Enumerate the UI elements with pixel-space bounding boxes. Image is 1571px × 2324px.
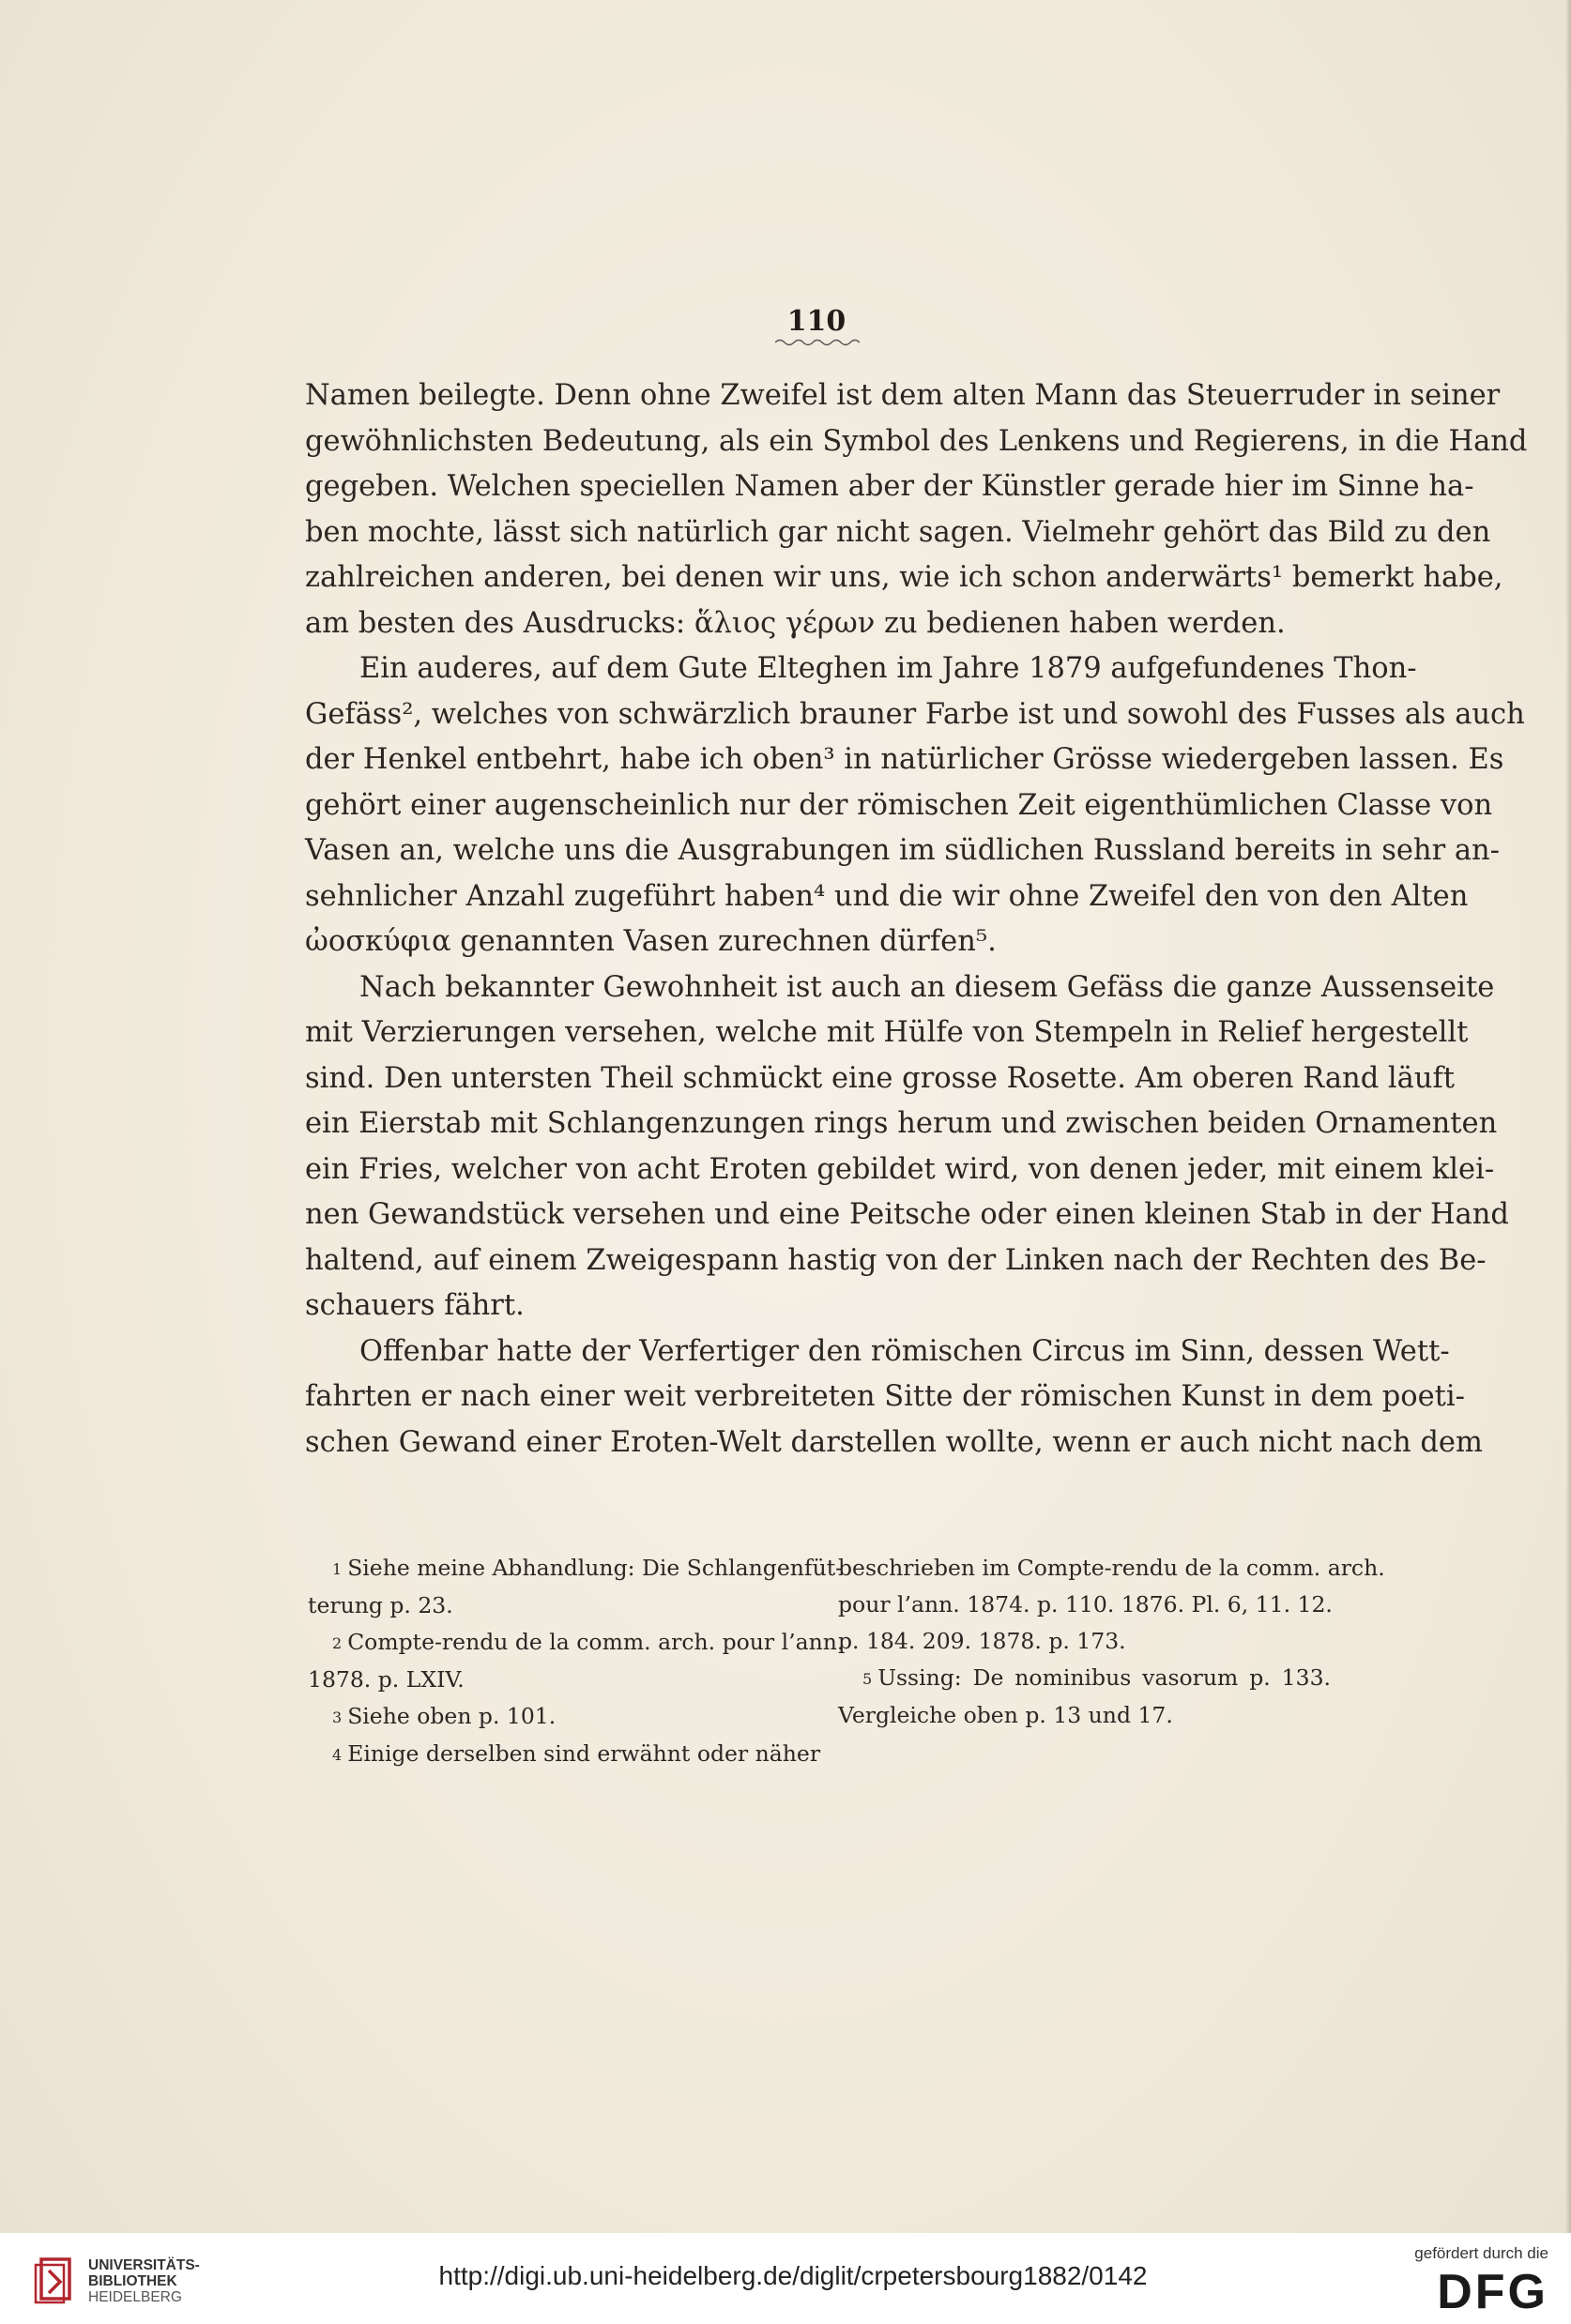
text-line: ὠοσκύφια genannten Vasen zurechnen dürfen⁵. — [305, 925, 997, 958]
footnote-text: Compte-rendu de la comm. arch. pour l’ann. — [347, 1629, 845, 1655]
text-line: Gefäss², welches von schwärzlich brauner Farbe ist und sowohl des Fusses als auch — [305, 697, 1525, 731]
funding-caption: gefördert durch die — [1414, 2244, 1548, 2262]
footnote-line — [308, 1587, 801, 1624]
footnote-number: 5 — [862, 1670, 873, 1688]
text-line: fahrten er nach einer weit verbreiteten Sitte der römischen Kunst in dem poeti- — [305, 1380, 1465, 1413]
footnote-text: terung p. 23. — [308, 1592, 453, 1618]
body-paragraph — [305, 1329, 1483, 1466]
footnote-line — [838, 1697, 1331, 1734]
footnote-text: pour l’ann. 1874. p. 110. 1876. Pl. 6, 11. 12. — [838, 1591, 1333, 1618]
text-line: Offenbar hatte der Verfertiger den römischen Circus im Sinn, dessen Wett- — [359, 1334, 1450, 1368]
body-text — [305, 373, 1528, 1466]
text-line: mit Verzierungen versehen, welche mit Hülfe von Stempeln in Relief hergestellt — [305, 1016, 1469, 1049]
permalink-url[interactable]: http://digi.ub.uni-heidelberg.de/diglit/crpetersbourg1882/0142 — [438, 2261, 1148, 2290]
footnote-line — [838, 1623, 1331, 1660]
university-library-logo-icon[interactable] — [28, 2254, 79, 2304]
university-library-name — [88, 2257, 200, 2305]
dfg-logo[interactable]: DFG — [1437, 2265, 1548, 2319]
footer-bar — [0, 2233, 1571, 2324]
library-line-2: BIBLIOTHEK — [88, 2273, 177, 2289]
footnotes-left-column — [308, 1550, 845, 1773]
library-line-1: UNIVERSITÄTS- — [88, 2257, 200, 2273]
text-line: sehnlicher Anzahl zugeführt haben⁴ und die wir ohne Zweifel den von den Alten — [305, 879, 1469, 913]
text-line: nen Gewandstück versehen und eine Peitsche oder einen kleinen Stab in der Hand — [305, 1198, 1509, 1231]
footnote-line — [308, 1736, 821, 1773]
text-line: schen Gewand einer Eroten-Welt darstellen wollte, wenn er auch nicht nach dem — [305, 1425, 1483, 1459]
page-number: 110 — [786, 305, 847, 338]
text-line: ein Fries, welcher von acht Eroten gebildet wird, von denen jeder, mit einem klei- — [305, 1152, 1495, 1186]
footnote-number: 2 — [332, 1634, 343, 1652]
text-line: Ein auderes, auf dem Gute Elteghen im Jahre 1879 aufgefundenes Thon- — [359, 652, 1417, 685]
footnote-line — [308, 1550, 844, 1587]
text-line: haltend, auf einem Zweigespann hastig von der Linken nach der Rechten des Be- — [305, 1243, 1487, 1277]
page-number-wavy-rule — [775, 338, 860, 347]
text-line: zahlreichen anderen, bei denen wir uns, wie ich schon anderwärts¹ bemerkt habe, — [305, 561, 1503, 594]
footnote-text: Ussing: De nominibus vasorum p. 133. — [877, 1664, 1331, 1691]
text-line: gehört einer augenscheinlich nur der römischen Zeit eigenthümlichen Classe von — [305, 788, 1493, 822]
footnote-text: 1878. p. LXIV. — [308, 1666, 465, 1693]
text-line: ben mochte, lässt sich natürlich gar nicht sagen. Vielmehr gehört das Bild zu den — [305, 515, 1491, 549]
footnote-line — [308, 1698, 801, 1736]
footnote-text: Siehe oben p. 101. — [347, 1703, 557, 1729]
footnote-number: 1 — [332, 1560, 343, 1578]
footnote-text: Vergleiche oben p. 13 und 17. — [838, 1702, 1173, 1728]
footnotes-right-column — [838, 1550, 1385, 1734]
text-line: Namen beilegte. Denn ohne Zweifel ist dem alten Mann das Steuerruder in seiner — [305, 379, 1501, 412]
footnote-text: Einige derselben sind erwähnt oder näher — [347, 1740, 821, 1767]
body-paragraph — [305, 965, 1509, 1329]
text-line: der Henkel entbehrt, habe ich oben³ in natürlicher Grösse wiedergeben lassen. Es — [305, 743, 1504, 776]
footnote-number: 3 — [332, 1709, 343, 1726]
text-line: am besten des Ausdrucks: ἅλιος γέρων zu bedienen haben werden. — [305, 606, 1286, 640]
text-line: schauers fährt. — [305, 1289, 525, 1322]
text-line: gewöhnlichsten Bedeutung, als ein Symbol des Lenkens und Regierens, in die Hand — [305, 424, 1528, 458]
body-paragraph — [305, 373, 1528, 646]
text-line: ein Eierstab mit Schlangenzungen rings herum und zwischen beiden Ornamenten — [305, 1107, 1498, 1140]
text-line: sind. Den untersten Theil schmückt eine grosse Rosette. Am oberen Rand läuft — [305, 1061, 1456, 1095]
footnote-line — [838, 1660, 1331, 1697]
text-line: gegeben. Welchen speciellen Namen aber der Künstler gerade hier im Sinne ha- — [305, 470, 1474, 503]
footnote-line — [308, 1624, 845, 1662]
footnote-text: Siehe meine Abhandlung: Die Schlangenfüt- — [347, 1555, 844, 1581]
footnote-line — [308, 1662, 801, 1698]
body-paragraph — [305, 646, 1525, 965]
footnote-line — [838, 1587, 1331, 1623]
footnote-text: p. 184. 209. 1878. p. 173. — [838, 1628, 1126, 1654]
text-line: Nach bekannter Gewohnheit ist auch an diesem Gefäss die ganze Aussenseite — [359, 970, 1495, 1004]
footnote-line — [838, 1550, 1385, 1587]
footnote-text: beschrieben im Compte-rendu de la comm. arch. — [838, 1555, 1385, 1581]
footnote-number: 4 — [332, 1746, 343, 1764]
library-line-3: HEIDELBERG — [88, 2289, 182, 2305]
text-line: Vasen an, welche uns die Ausgrabungen im südlichen Russland bereits in sehr an- — [305, 834, 1500, 867]
page-edge-shadow — [1565, 0, 1571, 2233]
